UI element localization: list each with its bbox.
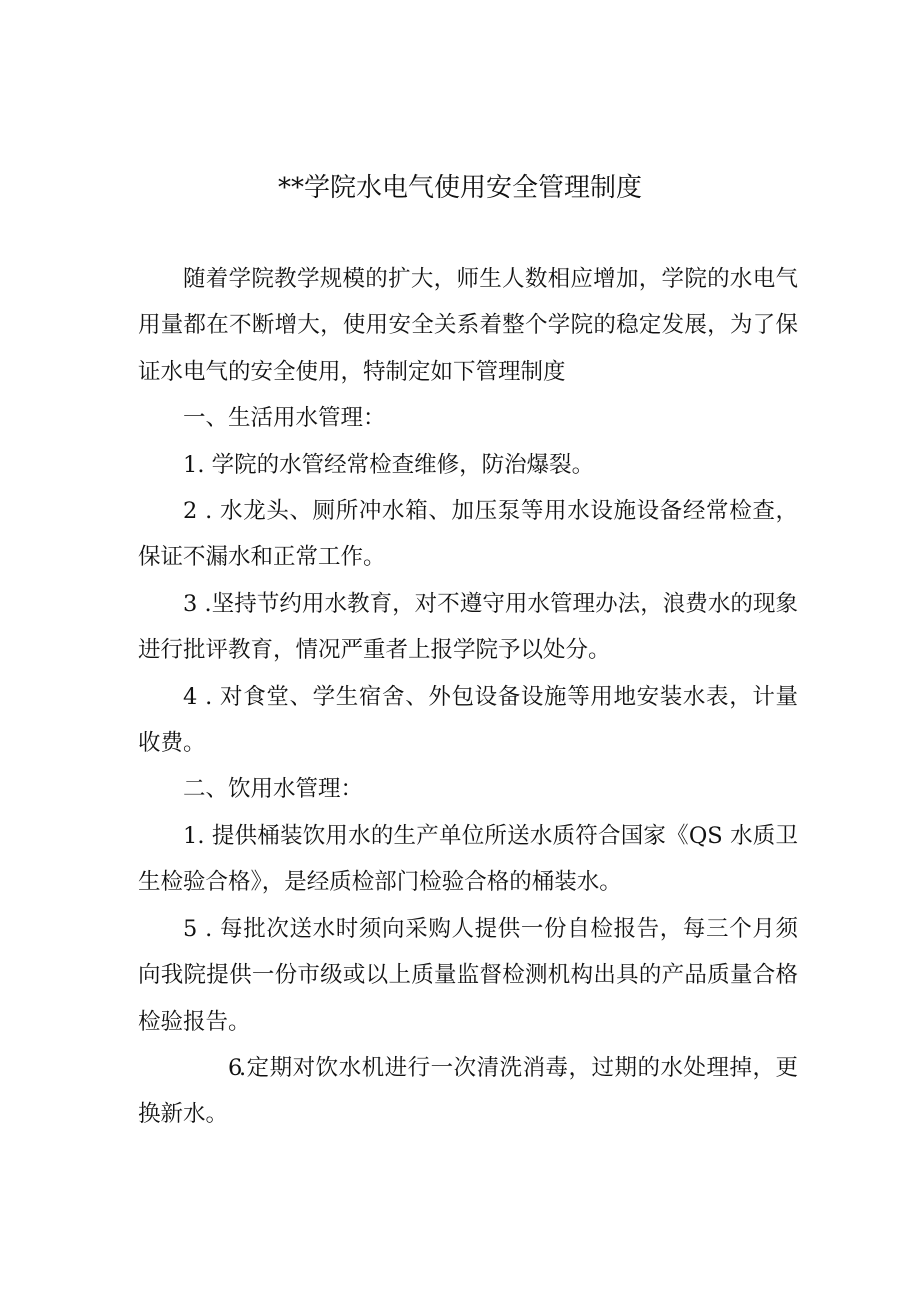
document-title: **学院水电气使用安全管理制度 (277, 173, 642, 203)
section-heading-drinking-water: 二、饮用水管理： (183, 776, 364, 803)
item-number: 6 (228, 1054, 243, 1081)
intro-paragraph: 随着学院教学规模的扩大，师生人数相应增加，学院的水电气用量都在不断增大，使用安全关系着整个学院的稳定发展，为了保证水电气的安全使用，特制定如下管理制度 (138, 266, 798, 385)
domestic-water-item-1: 1. 学院的水管经常检查维修，防治爆裂。 (183, 451, 595, 478)
item-text: .定期对饮水机进行一次清洗消毒，过期的水处理掉，更换新水。 (138, 1054, 798, 1128)
drinking-water-item-6 (138, 1045, 798, 1138)
domestic-water-item-3: 3 .坚持节约用水教育，对不遵守用水管理办法，浪费水的现象进行批评教育，情况严重者上报学院予以处分。 (138, 590, 798, 664)
drinking-water-item-1: 1. 提供桶装饮用水的生产单位所送水质符合国家《QS 水质卫生检验合格》，是经质检部门检验合格的桶装水。 (138, 822, 798, 896)
domestic-water-item-2: 2 . 水龙头、厕所冲水箱、加压泵等用水设施设备经常检查，保证不漏水和正常工作。 (138, 498, 798, 571)
domestic-water-item-4: 4 . 对食堂、学生宿舍、外包设备设施等用地安装水表，计量收费。 (138, 683, 798, 757)
drinking-water-item-5: 5 . 每批次送水时须向采购人提供一份自检报告，每三个月须向我院提供一份市级或以上质量监督检测机构出具的产品质量合格检验报告。 (138, 915, 798, 1035)
document-body (138, 256, 798, 1138)
section-heading-domestic-water: 一、生活用水管理： (183, 405, 386, 432)
